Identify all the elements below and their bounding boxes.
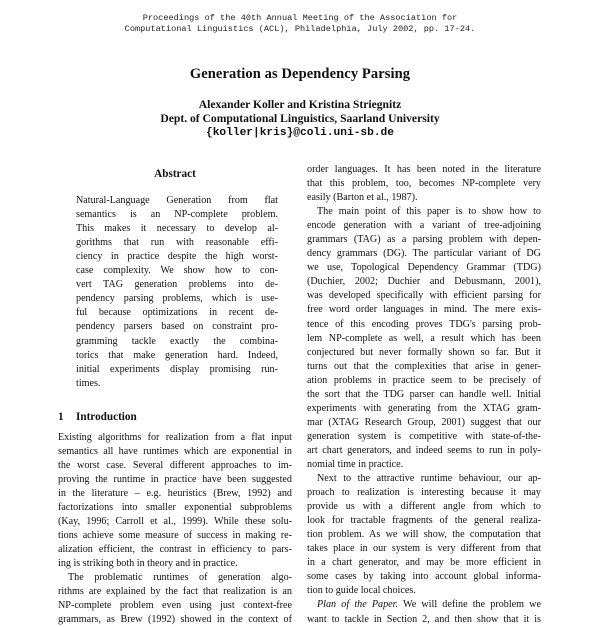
text-line: in a chart generator, and may be more efficient in bbox=[307, 557, 541, 569]
text-line: grammars, as Brew (1992) showed in the context of bbox=[58, 614, 292, 626]
text-line: takes place in our system is very different from that bbox=[307, 543, 541, 555]
text-line: the worst case. Several different approaches to im- bbox=[58, 459, 292, 471]
text-line: grammars (TAG) as a parsing problem with depen- bbox=[307, 234, 541, 246]
text-line: was developed specifically with efficient parsing for bbox=[307, 290, 541, 302]
author-email: {koller|kris}@coli.uni-sb.de bbox=[206, 127, 394, 139]
text-line: we use, Topological Dependency Grammar (TDG) bbox=[307, 262, 541, 274]
text-line: The main point of this paper is to show how to bbox=[317, 206, 541, 218]
text-line: conjectured but never formally shown so far. But it bbox=[307, 346, 541, 358]
text-line: mar (XTAG Research Group, 2001) suggest that our bbox=[307, 416, 541, 428]
text-line: times. bbox=[76, 377, 101, 389]
text-line: the sort that the TDG parser can handle well. Initial bbox=[307, 388, 541, 400]
text-line: want to tackle in Section 2, and then show that it is bbox=[307, 613, 541, 625]
abstract-body bbox=[58, 194, 292, 391]
text-line: case complexity. We show how to con- bbox=[76, 265, 278, 277]
text-line: art chart generators, and indeed seems to run in poly- bbox=[307, 444, 541, 456]
left-column bbox=[58, 168, 292, 627]
text-line: Existing algorithms for realization from a flat input bbox=[58, 431, 292, 443]
right-paragraph-2 bbox=[307, 472, 541, 598]
text-line: alization efficient, the contrast in efficiency to pars- bbox=[58, 544, 292, 556]
text-line: initial experiments display promising run- bbox=[76, 363, 278, 375]
text-line: easily (Barton et al., 1987). bbox=[307, 192, 418, 204]
paper-title: Generation as Dependency Parsing bbox=[189, 66, 411, 82]
text-line bbox=[307, 598, 541, 612]
text-line: proving the runtime in practice have been suggested bbox=[58, 473, 292, 485]
intro-paragraph-2 bbox=[58, 571, 292, 627]
proceedings-header bbox=[0, 13, 600, 35]
text-line: ciency in practice despite the high worst- bbox=[76, 251, 278, 263]
right-paragraph-1 bbox=[307, 205, 541, 472]
text-line: factorizations into smaller exponential subproblems bbox=[58, 501, 292, 513]
text-line: semantics all have runtimes which are exponential in bbox=[58, 445, 292, 457]
text-line: some cases by taking into account global informa- bbox=[307, 571, 541, 583]
author-affiliation: Dept. of Computational Linguistics, Saarland University bbox=[160, 112, 440, 125]
text-line: gramming tackle exactly the combina- bbox=[76, 335, 278, 347]
text-line: look for tractable fragments of the general realiza- bbox=[307, 515, 541, 527]
text-line: Natural-Language Generation from flat bbox=[76, 195, 278, 207]
text-line: tions achieve some measure of success in making re- bbox=[58, 530, 292, 542]
text-line: tence of this encoding proves TDG's parsing prob- bbox=[307, 318, 541, 330]
text-line: Next to the attractive runtime behaviour, our ap- bbox=[317, 473, 541, 485]
text-line: (Kay, 1996; Carroll et al., 1999). While these solu- bbox=[58, 516, 292, 528]
text-line: torics that make generation hard. Indeed, bbox=[76, 349, 278, 361]
text-line: proach to realization is interesting because it may bbox=[307, 487, 541, 499]
text-line: tion problem. As we will show, the computation that bbox=[307, 529, 541, 541]
author-names: Alexander Koller and Kristina Striegnitz bbox=[198, 98, 402, 111]
text-line: encode generation with a variant of tree-adjoining bbox=[307, 220, 541, 232]
text-line: ing is striking both in theory and in practice. bbox=[58, 558, 238, 570]
right-paragraph-0 bbox=[307, 163, 541, 205]
text-line: generation system is competitive with state-of-the- bbox=[307, 430, 541, 442]
text-line: dency grammars (DG). The particular variant of DG bbox=[307, 248, 541, 260]
text-line: nomial time in practice. bbox=[307, 458, 404, 470]
section-title: Introduction bbox=[76, 410, 137, 423]
text-line: This makes it necessary to develop al- bbox=[76, 223, 278, 235]
text-line: turns out that the complexities that arise in gener- bbox=[307, 360, 541, 372]
right-column bbox=[307, 163, 541, 627]
text-line: free word order languages in mind. The mere exis- bbox=[307, 304, 541, 316]
header-line-2: Computational Linguistics (ACL), Philadelphia, July 2002, pp. 17-24. bbox=[124, 24, 476, 34]
right-paragraph-3 bbox=[307, 598, 541, 626]
text-line: that this problem, too, becomes NP-complete very bbox=[307, 178, 541, 190]
text-line: lem NP-complete as well, a result which has been bbox=[307, 332, 541, 344]
intro-paragraph-1 bbox=[58, 431, 292, 571]
section-number: 1 bbox=[58, 410, 64, 423]
text-line: pendency parsing problems, which is use- bbox=[76, 293, 278, 305]
text-line: vert TAG generation problems into de- bbox=[76, 279, 278, 291]
text-line: NP-complete problem even using just context-free bbox=[58, 600, 292, 612]
plan-text: We will define the problem we bbox=[398, 599, 541, 611]
text-line: The problematic runtimes of generation algo- bbox=[68, 572, 292, 584]
text-line: pendency parsers based on constraint pro- bbox=[76, 321, 278, 333]
text-line: ful because optimizations in recent de- bbox=[76, 307, 278, 319]
plan-heading: Plan of the Paper. bbox=[317, 599, 398, 611]
author-block bbox=[0, 98, 600, 140]
text-line: semantics is an NP-complete problem. bbox=[76, 209, 278, 221]
text-line: tion to guide local choices. bbox=[307, 585, 416, 597]
section-heading bbox=[58, 410, 292, 424]
text-line: experiments with generating from the XTAG gram- bbox=[307, 402, 541, 414]
text-line: provide us with a different angle from which to bbox=[307, 501, 541, 513]
abstract-heading: Abstract bbox=[154, 168, 196, 180]
text-line: in the literature – e.g. heuristics (Brew, 1992) and bbox=[58, 487, 292, 499]
text-line: (Duchier, 2002; Duchier and Debusmann, 2001), bbox=[307, 276, 541, 288]
text-line: ation problems in practice seem to be precisely of bbox=[307, 374, 541, 386]
text-line: rithms are explained by the fact that realization is an bbox=[58, 586, 292, 598]
text-line: order languages. It has been noted in the literature bbox=[307, 164, 541, 175]
header-line-1: Proceedings of the 40th Annual Meeting of the Association for bbox=[142, 13, 458, 23]
text-line: gorithms that run with reasonable effi- bbox=[76, 237, 278, 249]
